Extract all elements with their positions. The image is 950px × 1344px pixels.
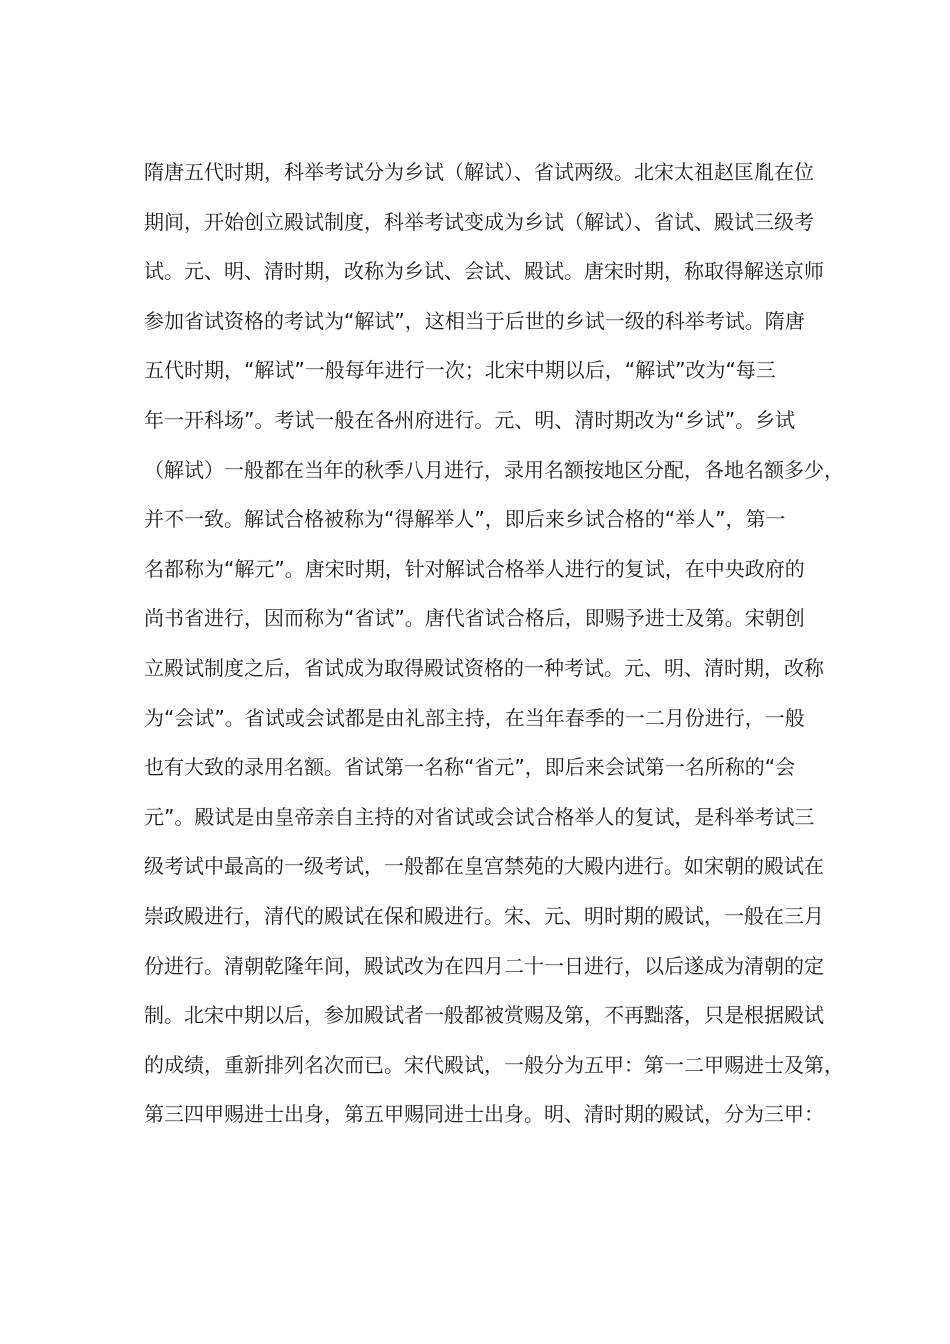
text-line: 并不一致。解试合格被称为“得解举人”，即后来乡试合格的“举人”，第一: [144, 507, 786, 532]
body-paragraph: [144, 152, 844, 1144]
text-line: 崇政殿进行，清代的殿试在保和殿进行。宋、元、明时期的殿试，一般在三月: [144, 903, 824, 928]
text-line: 为“会试”。省试或会试都是由礼部主持，在当年春季的一二月份进行，一般: [144, 705, 805, 730]
text-line: 年一开科场”。考试一般在各州府进行。元、明、清时期改为“乡试”。乡试: [144, 407, 796, 432]
text-line: 第三四甲赐进士出身，第五甲赐同进士出身。明、清时期的殿试，分为三甲：: [144, 1102, 824, 1127]
text-line: 级考试中最高的一级考试，一般都在皇宫禁苑的大殿内进行。如宋朝的殿试在: [144, 854, 824, 879]
text-line: 试。元、明、清时期，改称为乡试、会试、殿试。唐宋时期，称取得解送京师: [144, 259, 824, 284]
text-line: （解试）一般都在当年的秋季八月进行，录用名额按地区分配，各地名额多少，: [144, 457, 844, 482]
text-line: 制。北宋中期以后，参加殿试者一般都被赏赐及第，不再黜落，只是根据殿试: [144, 1003, 824, 1028]
text-line: 的成绩，重新排列名次而已。宋代殿试，一般分为五甲：第一二甲赐进士及第，: [144, 1052, 844, 1077]
text-line: 名都称为“解元”。唐宋时期，针对解试合格举人进行的复试，在中央政府的: [144, 556, 805, 581]
text-line: 份进行。清朝乾隆年间，殿试改为在四月二十一日进行，以后遂成为清朝的定: [144, 953, 824, 978]
text-line: 隋唐五代时期，科举考试分为乡试（解试）、省试两级。北宋太祖赵匡胤在位: [144, 160, 814, 184]
text-line: 元”。殿试是由皇帝亲自主持的对省试或会试合格举人的复试，是科举考试三: [144, 804, 815, 829]
text-line: 尚书省进行，因而称为“省试”。唐代省试合格后，即赐予进士及第。宋朝创: [144, 606, 805, 631]
text-line: 也有大致的录用名额。省试第一名称“省元”，即后来会试第一名所称的“会: [144, 755, 796, 780]
text-line: 参加省试资格的考试为“解试”，这相当于后世的乡试一级的科举考试。隋唐: [144, 308, 805, 333]
text-line: 立殿试制度之后，省试成为取得殿试资格的一种考试。元、明、清时期，改称: [144, 655, 824, 680]
text-line: 五代时期，“解试”一般每年进行一次；北宋中期以后，“解试”改为“每三: [144, 358, 776, 383]
text-line: 期间，开始创立殿试制度，科举考试变成为乡试（解试）、省试、殿试三级考: [144, 209, 814, 234]
